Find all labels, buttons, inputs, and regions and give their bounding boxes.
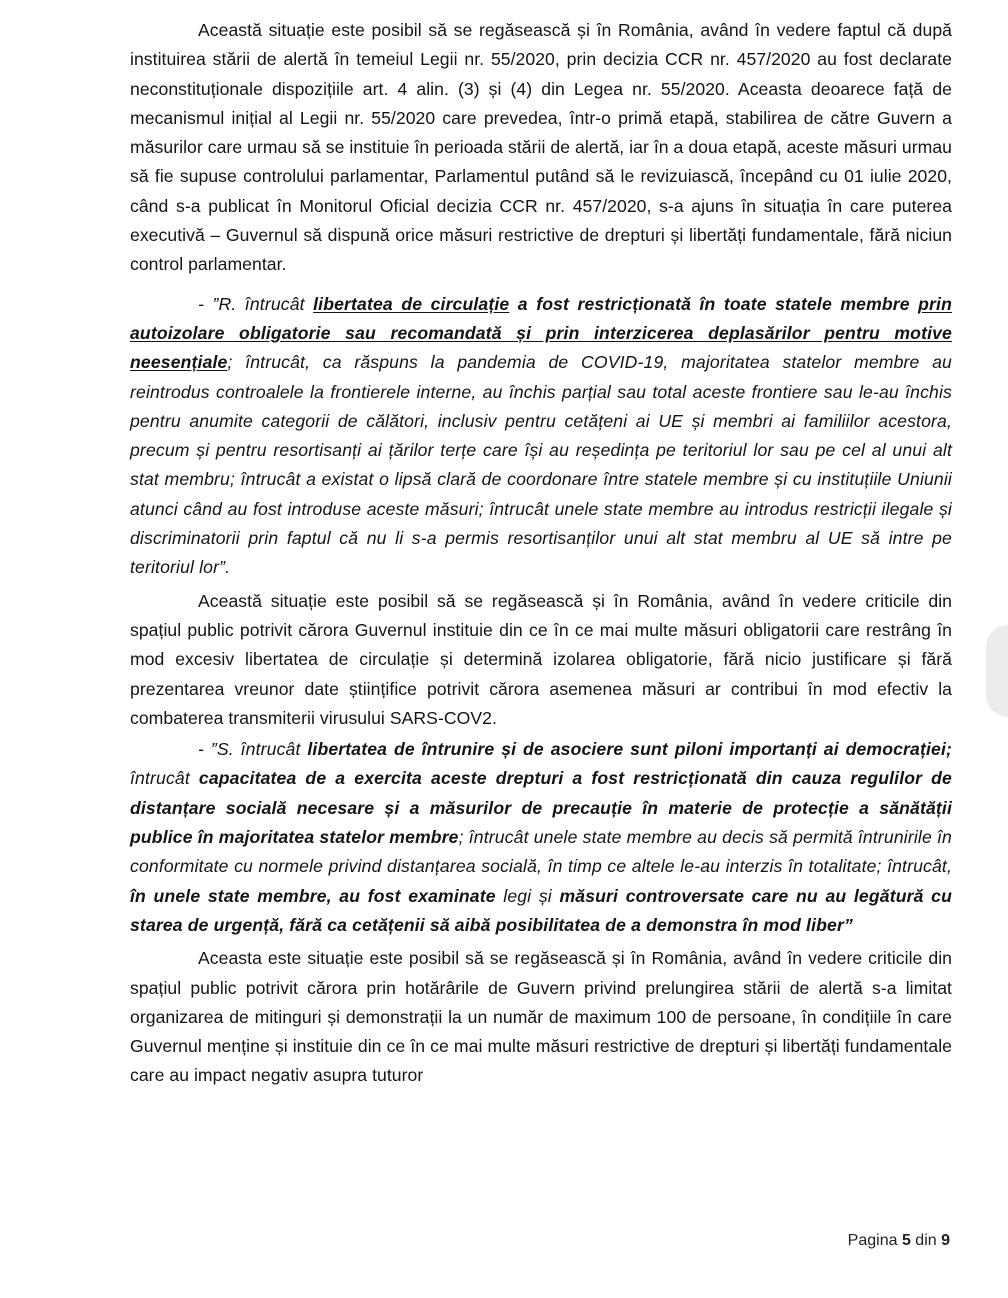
quote-r-restricted: a fost restricționată în toate statele membre: [509, 293, 919, 314]
quote-r-self-isolation: prin autoizolare obligatorie sau recomandată și prin interzicerea deplasărilor pentru motive neesențiale: [130, 293, 952, 373]
quote-s-whereas: întrucât: [130, 768, 199, 789]
quote-r: [130, 290, 952, 583]
paragraph-3: Aceasta este situație este posibil să se regăsească și în România, având în vedere criticile din spațiul public potrivit cărora prin hotărârile de Guvern privind prelungirea stării de alertă s-a limitat organizarea de mitinguri și demonstrații la un număr de maximum 100 de persoane, în condițiile în care Guvernul menține și instituie din ce în ce mai multe măsuri restrictive de drepturi și libertăți fundamentale care au impact negativ asupra tuturor: [130, 948, 952, 1086]
page-number-current: 5: [901, 1232, 911, 1249]
page-number-middle: din: [910, 1232, 942, 1249]
quote-s-freedom-assembly: libertatea de întrunire și de asociere sunt piloni importanți ai democrației;: [307, 739, 952, 760]
quote-s-intro: - ”S. întrucât: [198, 739, 308, 760]
quote-s-laws: legi și: [495, 885, 560, 906]
quote-r-rest: ; întrucât, ca răspuns la pandemia de COVID-19, majoritatea statelor membre au reintrodus controalele la frontierele interne, au închis parțial sau total aceste frontiere sau le-au închis pentru anumite categorii de călători, inclusiv pentru cetățeni ai UE și membri ai familiilor acestora, precum și pentru resortisanți ai țărilor terțe care își au reședința pe teritoriul lor sau pe cel al unui alt stat membru; întrucât a existat o lipsă clară de coordonare între statele membre și cu instituțiile Uniunii atunci când au fost introduse aceste măsuri; întrucât unele state membre au introdus restricții ilegale și discriminatorii prin faptul că nu li s-a permis resortisanților unui alt stat membru al UE să intre pe teritoriul lor”.: [130, 352, 952, 578]
quote-r-intro: - ”R. întrucât: [198, 293, 314, 314]
quote-r-freedom-circulation: libertatea de circulație: [313, 293, 510, 314]
paragraph-2: Această situație este posibil să se regăsească și în România, având în vedere criticile din spațiul public potrivit cărora Guvernul instituie din ce în ce mai multe măsuri obligatorii care restrâng în mod excesiv libertatea de circulație și determină izolarea obligatorie, fără nicio justificare și fără prezentarea vreunor date științifice potrivit cărora asemenea măsuri ar contribui în mod efectiv la combaterea transmiterii virusului SARS-COV2.: [130, 590, 952, 728]
paragraph-1: Această situație este posibil să se regăsească și în România, având în vedere faptul că după instituirea stării de alertă în temeiul Legii nr. 55/2020, prin decizia CCR nr. 457/2020 au fost declarate neconstituționale dispozițiile art. 4 alin. (3) și (4) din Legea nr. 55/2020. Aceasta deoarece față de mecanismul inițial al Legii nr. 55/2020 care prevedea, într-o primă etapă, stabilirea de către Guvern a măsurilor care urmau să se instituie în perioada stării de alertă, iar în a doua etapă, aceste măsuri urmau să fie supuse controlului parlamentar, Parlamentul putând să le revizuiască, începând cu 01 iulie 2020, când s-a publicat în Monitorul Oficial decizia CCR nr. 457/2020, s-a ajuns în situația în care puterea executivă – Guvernul să dispună orice măsuri restrictive de drepturi și libertăți fundamentale, fără niciun control parlamentar.: [130, 20, 952, 275]
page-number-total: 9: [941, 1232, 950, 1249]
page-number-prefix: Pagina: [847, 1232, 902, 1249]
quote-s: [130, 735, 952, 940]
quote-s-controversial: măsuri controversate care nu au legătură cu starea de urgență, fără ca cetățenii să aibă posibilitatea de a demonstra în mod liber”: [130, 885, 952, 935]
quote-s-capacity: capacitatea de a exercita aceste drepturi a fost restricționată din cauza regulilor de distanțare socială necesare și a măsurilor de precauție în materie de protecție a sănătății publice în majoritatea statelor membre: [130, 768, 952, 848]
side-scroll-handle[interactable]: [986, 625, 1008, 717]
quote-s-examined: în unele state membre, au fost examinate: [130, 885, 496, 906]
page-number: [848, 1232, 950, 1250]
quote-s-middle: ; întrucât unele state membre au decis să permită întrunirile în conformitate cu normele privind distanțarea socială, în timp ce altele le-au interzis în totalitate; întrucât,: [130, 827, 952, 877]
document-body: [130, 16, 952, 1091]
